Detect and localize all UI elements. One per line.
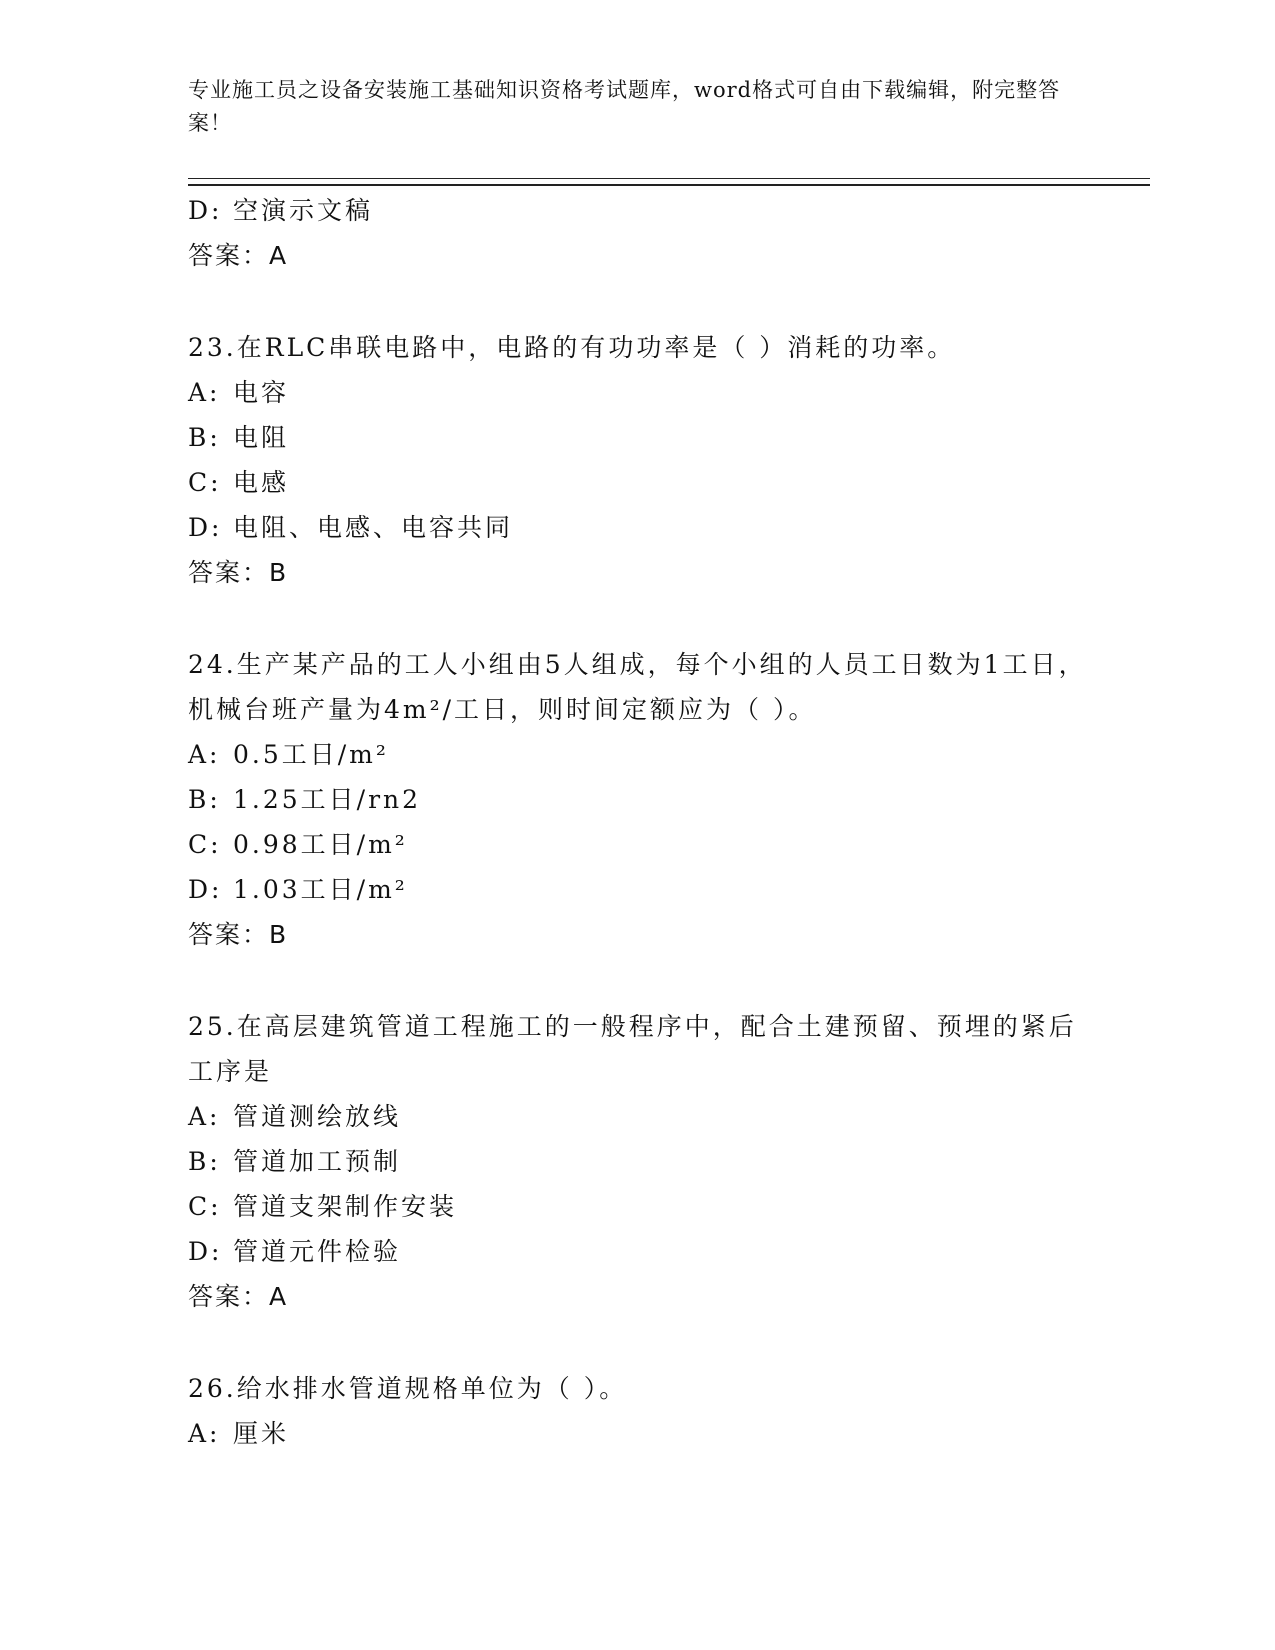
option-text: 电阻、电感、电容共同 — [233, 513, 514, 542]
option-b — [188, 415, 1088, 460]
option-label: B: — [188, 1147, 221, 1176]
option-label: C: — [188, 830, 222, 859]
question-26: 26.给水排水管道规格单位为（ ）。 — [188, 1374, 628, 1403]
option-b — [188, 1139, 1088, 1184]
option-text: 管道加工预制 — [233, 1147, 402, 1176]
answer: 答案：A — [188, 241, 289, 270]
header-divider — [188, 178, 1150, 186]
option-text: 0.5工日/m² — [233, 740, 389, 769]
option-a — [188, 732, 1088, 777]
option-label: C: — [188, 1192, 222, 1221]
document-body — [188, 188, 1088, 1456]
option-text: 1.25工日/rn2 — [233, 785, 422, 814]
option-label: D: — [188, 1237, 223, 1266]
option-label: B: — [188, 785, 221, 814]
page-header: 专业施工员之设备安装施工基础知识资格考试题库，word格式可自由下载编辑，附完整答案！ — [188, 78, 1061, 135]
question-25: 25.在高层建筑管道工程施工的一般程序中，配合土建预留、预埋的紧后工序是 — [188, 1012, 1077, 1086]
option-text: 管道支架制作安装 — [233, 1192, 458, 1221]
option-d — [188, 505, 1088, 550]
option-text: 管道测绘放线 — [233, 1102, 402, 1131]
option-text: 电阻 — [233, 423, 290, 452]
option-text: 0.98工日/m² — [233, 830, 408, 859]
answer: 答案：A — [188, 1282, 289, 1311]
option-text: 1.03工日/m² — [233, 875, 408, 904]
option-a — [188, 1094, 1088, 1139]
answer: 答案：B — [188, 920, 289, 949]
option-b — [188, 777, 1088, 822]
option-label: D: — [188, 513, 223, 542]
option-label: A: — [188, 1419, 221, 1448]
option-c — [188, 1184, 1088, 1229]
option-a — [188, 1411, 1088, 1456]
option-text: 电容 — [233, 378, 290, 407]
answer: 答案：B — [188, 558, 289, 587]
option-label: A: — [188, 740, 221, 769]
question-24: 24.生产某产品的工人小组由5人组成，每个小组的人员工日数为1工日，机械台班产量为4m²/工日，则时间定额应为（ ）。 — [188, 650, 1087, 724]
option-d — [188, 867, 1088, 912]
option-c — [188, 822, 1088, 867]
question-23: 23.在RLC串联电路中，电路的有功功率是（ ）消耗的功率。 — [188, 333, 956, 362]
option-d — [188, 188, 1088, 233]
option-label: C: — [188, 468, 222, 497]
option-label: A: — [188, 1102, 221, 1131]
option-text: 管道元件检验 — [233, 1237, 402, 1266]
option-text: 空演示文稿 — [233, 196, 374, 225]
option-text: 厘米 — [233, 1419, 290, 1448]
option-label: B: — [188, 423, 221, 452]
option-label: D: — [188, 196, 223, 225]
option-d — [188, 1229, 1088, 1274]
option-c — [188, 460, 1088, 505]
option-text: 电感 — [233, 468, 290, 497]
option-a — [188, 370, 1088, 415]
option-label: A: — [188, 378, 221, 407]
option-label: D: — [188, 875, 223, 904]
